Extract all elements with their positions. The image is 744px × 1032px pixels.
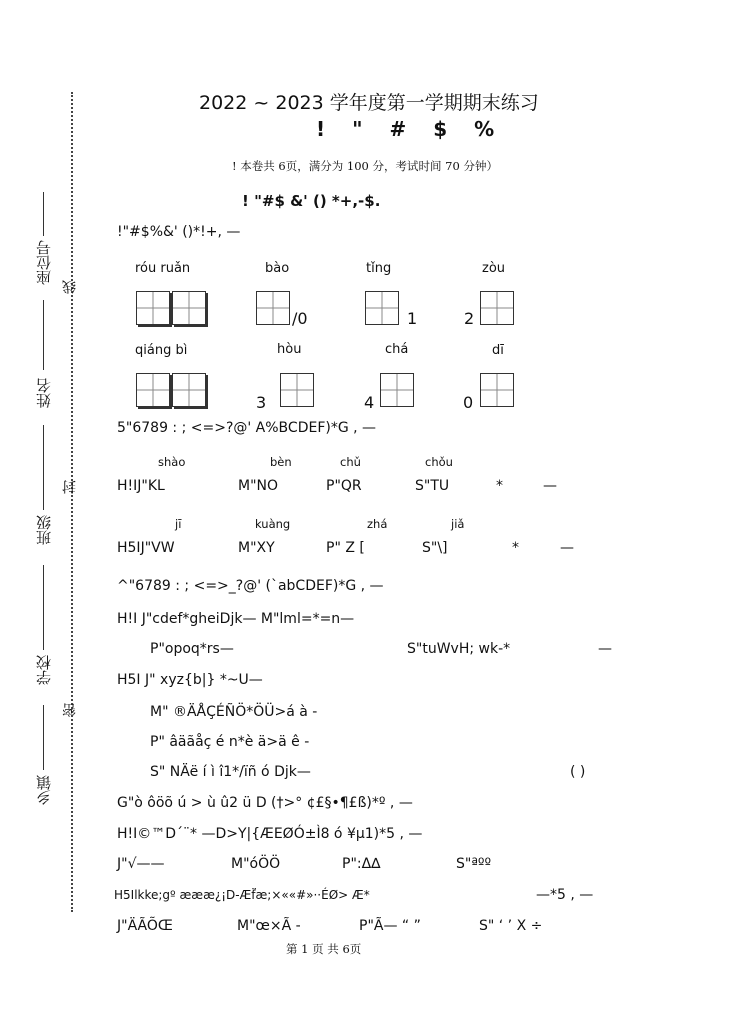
q2-intro: 5"6789 : ; <=>?@' A%BCDEF)*G , — [117,420,377,436]
pinyin-zou: zòu [482,261,506,276]
exam-note: ! 本卷共 6页，满分为 100 分，考试时间 70 分钟） [232,159,498,173]
pinyin-chu: chǔ [340,455,361,469]
seat-underline [43,192,44,236]
q2-row2-dash: — [560,540,574,556]
q3-line: P"opoq*rs— [150,641,234,657]
q3-line: H!I J"cdef*gheiDjk— M"lml=*=n— [117,611,355,627]
writing-box[interactable] [480,291,514,325]
q3-line: J"ÄÃÕŒ [117,918,173,934]
class-underline [43,425,44,510]
seat-label: 座位号 [35,240,53,285]
writing-box[interactable] [256,291,290,325]
q2-option-b[interactable]: M"XY [238,540,275,556]
q1-row2-mark: 3 [256,393,267,412]
q2-option-c[interactable]: P"QR [326,478,362,494]
writing-box[interactable] [172,373,206,407]
pinyin-ben: bèn [270,455,292,469]
name-label: 姓名 [35,378,53,408]
seal-secret-char: 密 [62,703,78,717]
q3-line: H5I J" xyz{b|} *~U— [117,672,263,688]
writing-box[interactable] [280,373,314,407]
pinyin-rou-ruan: róu ruǎn [135,261,191,276]
school-underline [43,565,44,650]
pinyin-ting: tǐng [366,261,392,276]
q3-line: P" âäãåç é n*è ä>ä ê - [150,734,310,750]
writing-box[interactable] [480,373,514,407]
town-underline [43,705,44,770]
name-underline [43,300,44,370]
seal-line-char: 线 [62,280,78,294]
q1-row1-mark: 1 [407,309,418,328]
q3-line: M"œ×Ã - [237,918,301,934]
q2-option-a[interactable]: H5IJ"VW [117,540,175,556]
q2-row2-star: * [512,540,519,556]
q3-line: —*5 , — [536,887,594,903]
q3-line: P"Ã— “ ” [359,918,421,934]
q1-row1-mark: /0 [292,309,308,328]
q1-row2-mark: 0 [463,393,474,412]
q1-intro: !"#$%&' ()*!+, — [117,224,241,240]
q3-line: S" NÄë í ì î1*/ïñ ó Djk— [150,764,311,780]
q3-line: P":Δ∆ [342,856,381,872]
q2-row1-dash: — [543,478,557,494]
exam-title: 2022 ~ 2023 学年度第一学期期末练习 [199,92,539,114]
q3-line: S"tuWvH; wk-* [407,641,511,657]
q2-option-d[interactable]: S"\] [422,540,448,556]
q2-option-c[interactable]: P" Z [ [326,540,365,556]
town-label: 乡镇 [35,775,53,805]
q3-line: — [598,641,612,657]
school-label: 学校 [35,655,53,685]
q1-row2-mark: 4 [364,393,375,412]
section-heading: ! "#$ &' () *+,-$. [242,192,381,210]
q3-line: H5Ilkke;gº æææ¿¡D-Æf̈æ;×««#»··ÉØ> Æ* [114,888,370,902]
q2-option-a[interactable]: H!IJ"KL [117,478,165,494]
q3-line: M" ®ÄÅÇÉÑÖ*ÖÜ>á à - [150,704,318,720]
pinyin-zha: zhá [367,517,388,531]
pinyin-jia: jiǎ [451,517,465,531]
q3-intro: ^"6789 : ; <=>_?@' (`abCDEF)*G , — [117,578,384,594]
q3-line: S" ‘ ’ X ÷ [479,918,543,934]
q2-option-b[interactable]: M"NO [238,478,279,494]
writing-box[interactable] [365,291,399,325]
page-footer: 第 1 页 共 6页 [286,942,362,956]
pinyin-qiang-bi: qiáng bì [135,343,188,358]
q3-line: M"óÖÖ [231,856,281,872]
pinyin-shao: shào [158,455,186,469]
pinyin-hou: hòu [277,342,302,357]
seal-seal-char: 封 [62,480,78,494]
pinyin-kuang: kuàng [255,517,291,531]
q2-option-d[interactable]: S"TU [415,478,450,494]
q3-line: H!I©™D´¨* —D>Y|{ÆEØÓ±Ì8 ó ¥µ1)*5 , — [117,826,423,842]
class-label: 班级 [35,515,53,545]
q1-row1-mark: 2 [464,309,475,328]
pinyin-bao: bào [265,261,290,276]
answer-bracket[interactable]: ( ) [570,764,586,780]
writing-box[interactable] [172,291,206,325]
pinyin-cha: chá [385,342,409,357]
writing-box[interactable] [136,373,170,407]
binding-dotted-line [71,92,73,912]
q3-line: S"ªºº [456,856,492,872]
writing-box[interactable] [380,373,414,407]
q3-line: J"√—— [117,856,165,872]
pinyin-chou: chǒu [425,455,453,469]
q2-row1-star: * [496,478,503,494]
exam-subtitle: ! " # $ % [316,117,505,141]
pinyin-di: dī [492,343,504,358]
q3-line: G"ò ôöõ ú > ù û2 ü D (†>° ¢£§•¶£ß)*º , — [117,795,413,811]
writing-box[interactable] [136,291,170,325]
pinyin-ji: jī [175,517,182,531]
